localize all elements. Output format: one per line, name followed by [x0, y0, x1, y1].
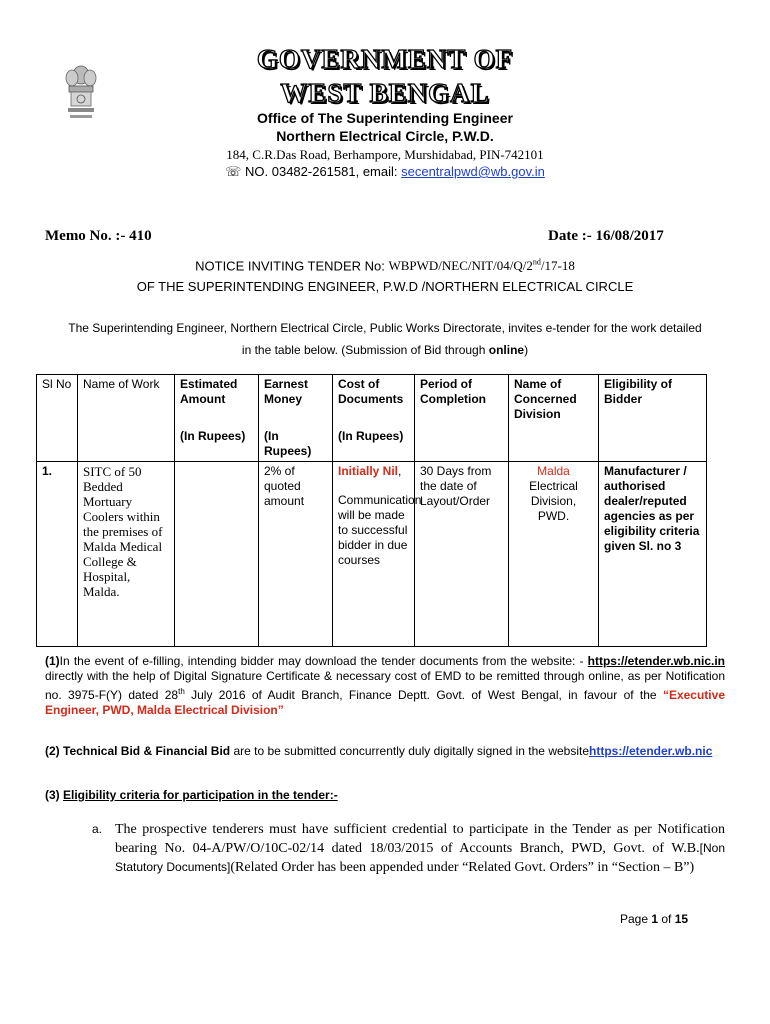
unit-estimated: (In Rupees) — [175, 427, 259, 462]
page-number: Page 1 of 15 — [620, 912, 689, 926]
header-work: Name of Work — [78, 375, 175, 428]
paragraph-3-heading: (3) Eligibility criteria for participation in the tender:- — [45, 788, 338, 802]
email-link[interactable]: secentralpwd@wb.gov.in — [401, 164, 545, 179]
notice-title — [0, 258, 770, 274]
notice-subtitle: OF THE SUPERINTENDING ENGINEER, P.W.D /NORTHERN ELECTRICAL CIRCLE — [136, 279, 634, 294]
table-row — [37, 462, 707, 647]
etender-link-2[interactable]: https://etender.wb.nic — [589, 744, 713, 758]
notice-prefix: NOTICE INVITING TENDER No: — [195, 258, 389, 274]
cell-period: 30 Days from the date of Layout/Order — [415, 462, 509, 647]
office-address: 184, C.R.Das Road, Berhampore, Murshidabad, PIN-742101 — [226, 147, 544, 162]
table-units-row — [37, 427, 707, 462]
header-cost: Cost of Documents — [333, 375, 415, 428]
intro-line1: The Superintending Engineer, Northern Electrical Circle, Public Works Directorate, invites e-tender for the work detailed — [68, 321, 702, 335]
tender-table — [36, 374, 707, 647]
memo-number: Memo No. :- 410 — [45, 228, 152, 244]
cell-estimated — [175, 462, 259, 647]
cost-note: Communication will be made to successful bidder in due courses — [338, 493, 422, 567]
item-marker: a. — [92, 822, 103, 836]
memo-date: Date :- 16/08/2017 — [548, 228, 664, 244]
division-name: Malda — [537, 464, 570, 478]
notice-number: WBPWD/NEC/NIT/04/Q/2nd/17-18 — [388, 258, 575, 274]
cell-work: SITC of 50 Bedded Mortuary Coolers within the premises of Malda Medical College & Hospital, Malda. — [78, 462, 175, 647]
cell-eligibility: Manufacturer / authorised dealer/reputed agencies as per eligibility criteria given Sl. no 3 — [599, 462, 707, 647]
paragraph-2: (2) Technical Bid & Financial Bid are to be submitted concurrently duly digitally signed in the websitehttps://etender.wb.nic — [45, 744, 713, 758]
office-name: Office of The Superintending Engineer — [257, 110, 513, 126]
office-circle: Northern Electrical Circle, P.W.D. — [276, 128, 494, 144]
office-contact — [180, 164, 590, 180]
paragraph-1: (1)In the event of e-filling, intending bidder may download the tender documents from the website: - https://etender.wb.nic.in directly with the help of Digital Signature Certificate & necessary cost of EMD to be remitted through online, as per Notification no. 3975-F(Y) dated 28th July 2016 of Audit Branch, Finance Deptt. Govt. of West Bengal, in favour of the “Executive Engineer, PWD, Malda Electrical Division” — [45, 654, 725, 717]
header-earnest: Earnest Money — [259, 375, 333, 428]
cost-initial: Initially Nil — [338, 464, 399, 478]
state-emblem-icon — [62, 62, 100, 124]
cell-sl: 1. — [37, 462, 78, 647]
cell-cost: Initially Nil, Communication will be made to successful bidder in due courses — [333, 462, 415, 647]
header-eligibility: Eligibility of Bidder — [599, 375, 707, 428]
header-title-line2: WEST BENGAL — [280, 78, 490, 108]
cell-division — [509, 462, 599, 647]
header-estimated: Estimated Amount — [175, 375, 259, 428]
header-title-line1: GOVERNMENT OF — [256, 44, 514, 74]
header-division: Name of Concerned Division — [509, 375, 599, 428]
beneficiary-name: “Executive Engineer, PWD, Malda Electrical Division” — [45, 688, 725, 717]
table-header-row — [37, 375, 707, 428]
division-rest: Electrical Division, PWD. — [529, 479, 578, 523]
cell-earnest: 2% of quoted amount — [259, 462, 333, 647]
header-period: Period of Completion — [415, 375, 509, 428]
criteria-item-a: a. The prospective tenderers must have sufficient credential to participate in the Tender as per Notification bearing No. 04-A/PW/O/10C-02/14 dated 18/03/2015 of Accounts Branch, PWD, Govt. of W.B.[Non Statutory Documents](Related Order has been appended under “Related Govt. Orders” in “Section – B”) — [92, 822, 725, 875]
header-sl: Sl No — [37, 375, 78, 428]
intro-line2: in the table below. (Submission of Bid through online) — [241, 343, 529, 357]
etender-link[interactable]: https://etender.wb.nic.in — [587, 654, 725, 668]
unit-cost: (In Rupees) — [333, 427, 415, 462]
unit-earnest: (In Rupees) — [259, 427, 333, 462]
phone-text: ☏ NO. 03482-261581, email: — [225, 164, 402, 179]
